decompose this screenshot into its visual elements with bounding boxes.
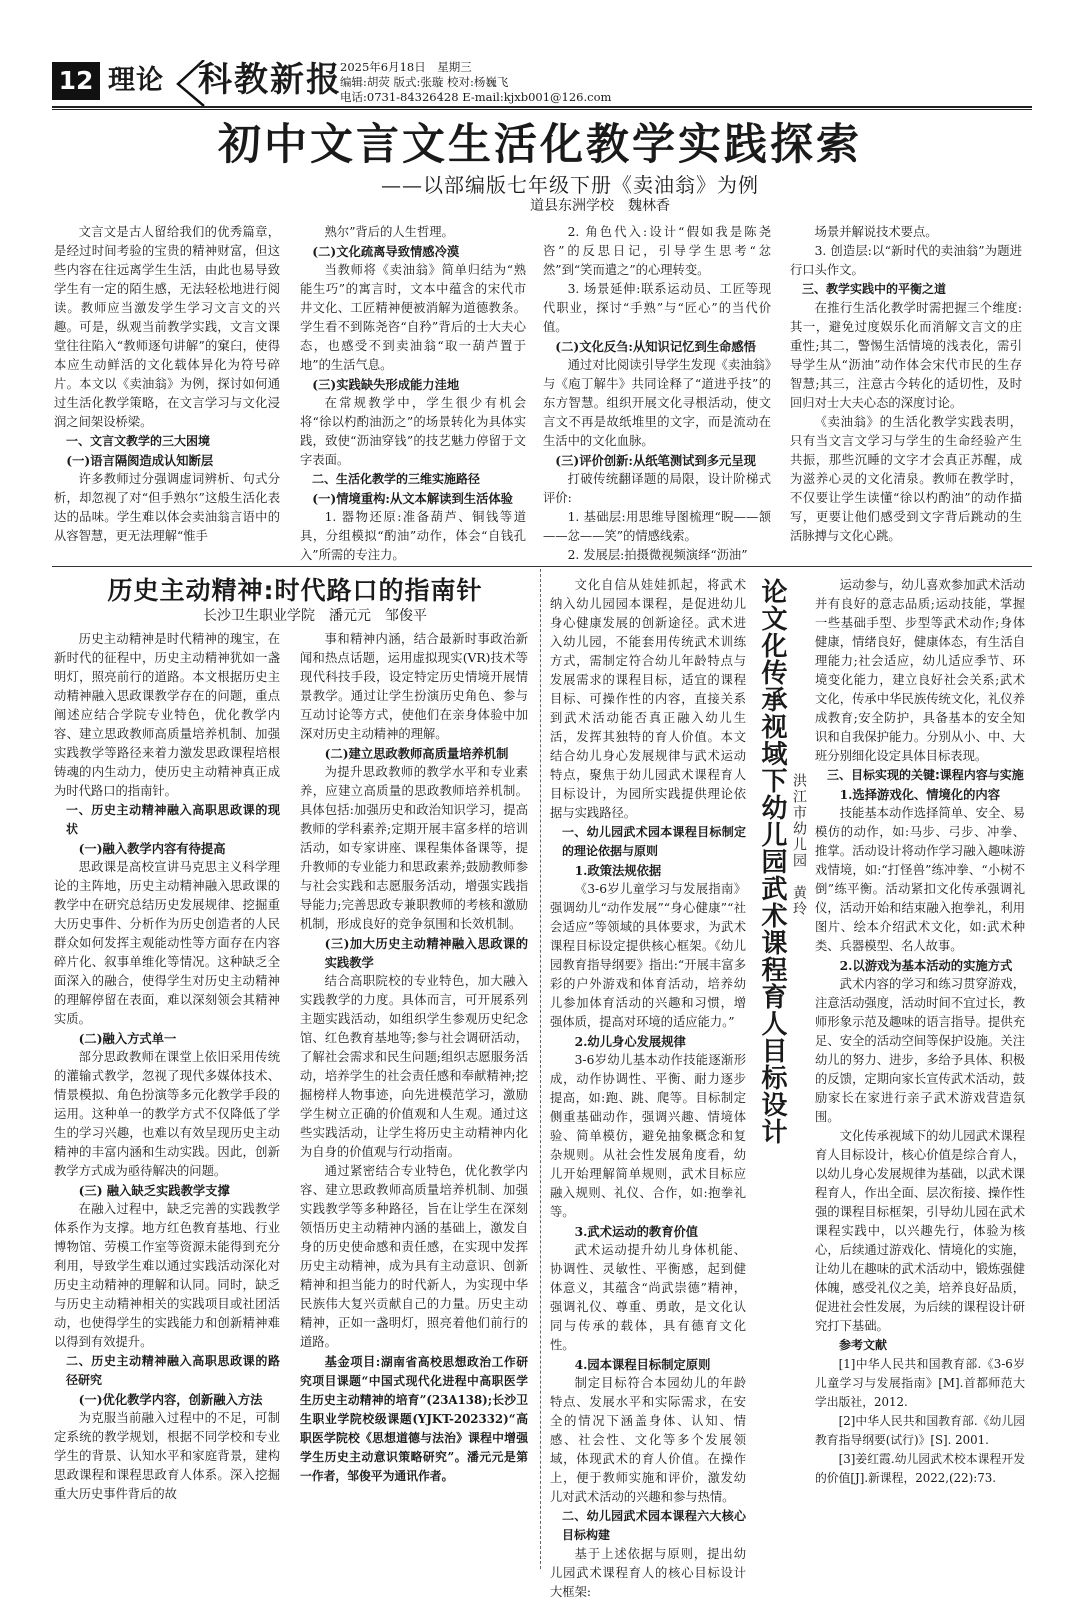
- paragraph: 打破传统翻译题的局限，设计阶梯式评价:: [543, 472, 771, 505]
- paragraph: 3-6岁幼儿基本动作技能逐渐形成，动作协调性、平衡、耐力逐步提高，如:跑、跳、爬等。目标制定侧重基础动作，强调兴趣、情境体验、简单模仿，避免抽象概念和复杂规则。从社会性发展角度看，幼儿开始理解简单规则，武术目标应融入规则、礼仪、合作，如:抱拳礼等。: [550, 1053, 746, 1219]
- paragraph: 当教师将《卖油翁》简单归结为“熟能生巧”的寓言时，文本中蕴含的宋代市井文化、工匠精神便被消解为道德教条。学生看不到陈尧咨“自矜”背后的士大夫心态，也感受不到卖油翁“取一葫芦置于地”的生活气息。: [300, 263, 526, 372]
- paragraph: 在融入过程中，缺乏完善的实践教学体系作为支撑。地方红色教育基地、行业博物馆、劳模工作室等资源未能得到充分利用，导致学生难以通过实践活动深化对历史主动精神的理解和认同。同时，缺乏与历史主动精神相关的实践项目或社团活动，也使得学生的实践能力和创新精神难以得到有效提升。: [54, 1202, 280, 1349]
- subheading: 4.园本课程目标制定原则: [574, 1357, 711, 1372]
- paragraph: 2. 角色代入:设计“假如我是陈尧咨”的反思日记，引导学生思考“忿然”到“笑而遣之”的心理转变。: [543, 225, 771, 277]
- subheading: (二)文化疏离导致情感冷漠: [312, 244, 460, 259]
- paragraph: 场景并解说技术要点。: [814, 225, 938, 239]
- paragraph: 文化传承视域下的幼儿园武术课程育人目标设计，核心价值是综合育人，以幼儿身心发展规律为基础，以武术课程育人，作出全面、层次衔接、操作性强的课程目标框架，引导幼儿园在武术课程实践中，以兴趣先行，体验为核心，后续通过游戏化、情境化的实施，让幼儿在趣味的武术活动中，锻炼强健体魄，感受礼仪之美，培养良好品质，促进社会性发展，为后续的课程设计研究打下基础。: [815, 1129, 1025, 1333]
- paragraph: 文化自信从娃娃抓起，将武术纳入幼儿园园本课程，是促进幼儿身心健康发展的创新途径。武术进入幼儿园，不能套用传统武术训练方式，需制定符合幼儿年龄特点与发展需求的课程目标，适宜的课程目标、可操作性的内容，直接关系到武术活动能否真正融入幼儿生活，发挥其独特的育人价值。本文结合幼儿身心发展规律与武术运动特点，聚焦于幼儿园武术课程育人目标设计，为园所实践提供理论依据与实践路径。: [550, 578, 746, 820]
- subheading: 1.选择游戏化、情境化的内容: [839, 787, 1000, 802]
- paragraph: 运动参与，幼儿喜欢参加武术活动并有良好的意志品质;运动技能，掌握一些基础手型、步型等武术动作;身体健康，情绪良好，健康体态，有生活自理能力;社会适应，幼儿适应季节、环境变化能力，建立良好社会关系;武术文化，传承中华民族传统文化，礼仪养成教育;安全防护，具备基本的安全知识和自我保护能力。分别从小、中、大班分别细化设定具体目标表现。: [815, 578, 1025, 763]
- paragraph: 制定目标符合本园幼儿的年龄特点、发展水平和实际需求，在安全的情况下涵盖身体、认知、情感、社会性、文化等多个发展领域，体现武术的育人价值。在操作上，便于教师实施和评价，激发幼儿对武术活动的兴趣和参与热情。: [550, 1376, 746, 1504]
- paragraph: 通过紧密结合专业特色，优化教学内容、建立思政教师高质量培养机制、加强实践教学等多种路径，旨在让学生在深刻领悟历史主动精神内涵的基础上，激发自身的历史使命感和责任感，在实现中发挥历史主动精神，成为具有主动意识、创新精神和担当能力的时代新人，为实现中华民族伟大复兴贡献自己的力量。历史主动精神，正如一盏明灯，照亮着他们前行的道路。: [300, 1164, 528, 1349]
- subheading: 1.政策法规依据: [574, 863, 662, 878]
- paragraph: 《3-6岁儿童学习与发展指南》强调幼儿“动作发展”“身心健康”“社会适应”等领域的具体要求，为武术课程目标设定提供核心框架。《幼儿园教育指导纲要》指出:“开展丰富多彩的户外游戏和体育活动，培养幼儿参加体育活动的兴趣和习惯，增强体质，提高对环境的适应能力。”: [550, 882, 746, 1029]
- article2-title: 历史主动精神:时代路口的指南针: [107, 576, 483, 605]
- article1-title: 初中文言文生活化教学实践探索: [218, 120, 862, 170]
- section-heading: 一、幼儿园武术园本课程目标制定的理论依据与原则: [562, 825, 746, 858]
- section-heading: 三、教学实践中的平衡之道: [802, 282, 947, 296]
- article3-title: 论文化传承视域下幼儿园武术课程育人目标设计: [757, 578, 787, 1145]
- fund-text: 湖南省高校思想政治工作研究项目课题“中国式现代化进程中高职医学生历史主动精神的培育”(23A138);长沙卫生职业学院校级课题(YJKT-202332)“高职医学院校《思想道德与法治》课程中增强学生历史主动意识策略研究”。潘元元是第一作者，邹俊平为通讯作者。: [300, 1355, 528, 1483]
- column-divider: [540, 569, 541, 1569]
- paragraph: 2. 发展层:拍摄微视频演绎“沥油”: [567, 548, 748, 562]
- subheading: (一)优化教学内容，创新融入方法: [78, 1392, 263, 1407]
- article3-column-2: [815, 576, 1025, 1488]
- page-number: 12: [52, 62, 100, 100]
- paragraph: 事和精神内涵，结合最新时事政治新闻和热点话题，运用虚拟现实(VR)技术等现代科技手段，设定特定历史情境开展情景教学。通过让学生扮演历史角色、参与互动讨论等方式，使他们在亲身体验中加深对历史主动精神的理解。: [300, 632, 528, 741]
- section-heading: 一、文言文教学的三大困境: [66, 434, 211, 448]
- article1-subtitle: ——以部编版七年级下册《卖油翁》为例: [381, 173, 759, 197]
- section-name: 理论: [108, 65, 164, 96]
- issue-date: 2025年6月18日 星期三: [340, 60, 472, 74]
- article2-column-2: [300, 630, 528, 1486]
- paragraph: 许多教师过分强调虚词辨析、句式分析，却忽视了对“但手熟尔”这般生活化表达的品味。学生难以体会卖油翁言语中的从容智慧，更无法理解“惟手: [54, 472, 280, 543]
- section-heading: 二、幼儿园武术园本课程六大核心目标构建: [562, 1509, 746, 1542]
- paragraph: 通过对比阅读引导学生发现《卖油翁》与《庖丁解牛》共同诠释了“道进乎技”的东方智慧。组织开展文化寻根活动，使文言文不再是故纸堆里的文字，而是流动在生活中的文化血脉。: [543, 358, 771, 448]
- subheading: (二)文化反刍:从知识记忆到生命感悟: [555, 339, 756, 354]
- section-heading: 三、目标实现的关键:课程内容与实施: [827, 768, 1024, 782]
- masthead-rule: [52, 106, 1032, 108]
- paragraph: 文言文是古人留给我们的优秀篇章，是经过时间考验的宝贵的精神财富，但这些内容在往远离学生生活，由此也易导致学生有一定的陌生感，无法轻松地进行阅读。教师应当激发学生学习文言文的兴趣。可是，纵观当前教学实践，文言文课堂往往陷入“教师逐句讲解”的窠臼，使得本应生动鲜活的文化载体异化为符号碎片。本文以《卖油翁》为例，探讨如何通过生活化教学策略，在文言学习与文化浸润之间架设桥梁。: [54, 225, 280, 429]
- article1-author: 道县东洲学校 魏林香: [530, 198, 670, 214]
- reference-item: [2]中华人民共和国教育部.《幼儿园教育指导纲要(试行)》[S]. 2001.: [815, 1414, 1025, 1447]
- subheading: (三)评价创新:从纸笔测试到多元呈现: [555, 453, 756, 468]
- paragraph: 部分思政教师在课堂上依旧采用传统的灌输式教学，忽视了现代多媒体技术、情景模拟、角色扮演等多元化教学手段的运用。这种单一的教学方式不仅降低了学生的学习兴趣，也难以有效呈现历史主动精神的丰富内涵和生动实践。因此，创新教学方式成为亟待解决的问题。: [54, 1050, 280, 1178]
- paragraph: 3. 场景延伸:联系运动员、工匠等现代职业，探讨“手熟”与“匠心”的当代价值。: [543, 282, 771, 334]
- paragraph: 武术内容的学习和练习贯穿游戏，注意活动强度，活动时间不宜过长，教师形象示范及趣味的语言指导。提供充足、安全的活动空间等保护设施。关注幼儿的努力、进步，多给予具体、积极的反馈，定期向家长宣传武术活动，鼓励家长在家进行亲子武术游戏营造氛围。: [815, 977, 1025, 1124]
- subheading: 2.以游戏为基本活动的实施方式: [839, 958, 1013, 973]
- paragraph: 基于上述依据与原则，提出幼儿园武术课程育人的核心目标设计大框架:: [550, 1547, 746, 1599]
- paragraph: 在推行生活化教学时需把握三个维度:其一，避免过度娱乐化而消解文言文的庄重性;其二，警惕生活情境的浅表化，需引导学生从“沥油”动作体会宋代市民的生存智慧;其三，注意古今转化的适切性，及时回归对士大夫心态的深度讨论。: [790, 301, 1022, 410]
- paragraph: 为提升思政教师的教学水平和专业素养，应建立高质量的思政教师培养机制。具体包括:加强历史和政治知识学习，提高教师的学科素养;定期开展丰富多样的培训活动，如专家讲座、课程集体备课等，提升教师的专业能力和思政素养;鼓励教师参与社会实践和志愿服务活动，增强实践指导能力;完善思政专兼职教师的考核和激励机制，形成良好的竞争氛围和长效机制。: [300, 765, 528, 931]
- reference-item: [1]中华人民共和国教育部.《3-6岁儿童学习与发展指南》[M].首都师范大学出版社，2012.: [815, 1357, 1025, 1409]
- paper-name: 科教新报: [198, 60, 342, 100]
- paragraph: 在常规教学中，学生很少有机会将“徐以杓酌油沥之”的场景转化为具体实践，致使“沥油穿钱”的技艺魅力停留于文字表面。: [300, 396, 526, 467]
- paragraph: 熟尔”背后的人生哲理。: [324, 225, 454, 239]
- paragraph: 3. 创造层:以“新时代的卖油翁”为题进行口头作文。: [790, 244, 1022, 277]
- subheading: (三)加大历史主动精神融入思政课的实践教学: [324, 936, 528, 970]
- editors-line: 编辑:胡荧 版式:张璇 校对:杨巍飞: [340, 75, 509, 89]
- reference-item: [3]姜红霞.幼儿园武术校本课程开发的价值[J].新课程，2022,(22):73.: [815, 1452, 1025, 1485]
- article2-author: 长沙卫生职业学院 潘元元 邹俊平: [203, 608, 427, 624]
- contact-line: 电话:0731-84326428 E-mail:kjxb001@126.com: [340, 90, 612, 104]
- paragraph: 武术运动提升幼儿身体机能、协调性、灵敏性、平衡感，起到健体意义，其蕴含“尚武崇德”精神，强调礼仪、尊重、勇敢，是文化认同与传承的载体，具有德育文化性。: [550, 1243, 746, 1352]
- paragraph: 1. 基础层:用思维导图梳理“睨——颔——忿——笑”的情感线索。: [543, 510, 771, 543]
- section-heading: 二、历史主动精神融入高职思政课的路径研究: [66, 1354, 280, 1387]
- article1-column-4: [790, 223, 1022, 546]
- article2-column-1: [54, 630, 280, 1504]
- section-divider: [52, 566, 1032, 567]
- subheading: (二)融入方式单一: [78, 1031, 177, 1046]
- article1-column-1: [54, 223, 280, 546]
- subheading: (三)实践缺失形成能力洼地: [312, 377, 460, 392]
- subheading: (一)语言隔阂造成认知断层: [66, 453, 214, 468]
- subheading: (一)情境重构:从文本解读到生活体验: [312, 491, 513, 506]
- masthead-rule-thin: [52, 109, 1032, 110]
- subheading: (一)融入教学内容有待提高: [78, 841, 226, 856]
- paragraph: 技能基本动作选择简单、安全、易模仿的动作，如:马步、弓步、冲拳、推掌。活动设计将动作学习融入趣味游戏情境，如:“打怪兽”练冲拳、“小树不倒”练平衡。活动紧扣文化传承强调礼仪，活动开始和结束融入抱拳礼，利用图片、绘本介绍武术文化，如:武术种类、兵器模型、名人故事。: [815, 806, 1025, 953]
- article1-column-3: [543, 223, 771, 565]
- subheading: 2.幼儿身心发展规律: [574, 1034, 686, 1049]
- subheading: 3.武术运动的教育价值: [574, 1224, 699, 1239]
- masthead: [52, 60, 1032, 108]
- subheading: (二)建立思政教师高质量培养机制: [324, 746, 509, 761]
- paragraph: 《卖油翁》的生活化教学实践表明，只有当文言文学习与学生的生命经验产生共振，那些沉睡的文字才会真正苏醒，成为滋养心灵的文化清泉。教师在教学时，不仅要让学生读懂“徐以杓酌油”的动作描写，更要让他们感受到文字背后跳动的生活脉搏与文化心跳。: [790, 415, 1022, 543]
- article3-author-org: 洪江市幼儿园: [791, 773, 807, 869]
- subheading: (三) 融入缺乏实践教学支撑: [78, 1183, 230, 1198]
- paragraph: 结合高职院校的专业特色，加大融入实践教学的力度。具体而言，可开展系列主题实践活动，如组织学生参观历史纪念馆、红色教育基地等;参与社会调研活动，了解社会需求和民生问题;组织志愿服务活动，培养学生的社会责任感和奉献精神;挖掘榜样人物事迹，向先进模范学习，激励学生树立正确的价值观和人生观。通过这些实践活动，让学生将历史主动精神内化为自身的价值观与行动指南。: [300, 974, 528, 1159]
- paragraph: 为克服当前融入过程中的不足，可制定系统的教学规划，根据不同学校和专业学生的背景、认知水平和家庭背景，建构思政课程和课程思政育人体系。深入挖掘重大历史事件背后的故: [54, 1411, 280, 1501]
- section-heading: 一、历史主动精神融入高职思政课的现状: [66, 803, 280, 836]
- paragraph: 历史主动精神是时代精神的瑰宝，在新时代的征程中，历史主动精神犹如一盏明灯，照亮前行的道路。本文根据历史主动精神融入思政课教学存在的问题，重点阐述应结合学院专业特色，优化教学内容、建立思政教师高质量培养机制、加强实践教学等路径来着力激发思政课程培根铸魂的内生动力，使历史主动精神真正成为时代路口的指南针。: [54, 632, 280, 798]
- article3-author-name: 黄玲: [791, 885, 807, 917]
- section-heading: 二、生活化教学的三维实施路径: [312, 472, 481, 486]
- paragraph: 1. 器物还原:准备葫芦、铜钱等道具，分组模拟“酌油”动作，体会“自钱孔入”所需的专注力。: [300, 510, 526, 562]
- fund-label: 基金项目:: [324, 1354, 381, 1369]
- article1-column-2: [300, 223, 526, 565]
- article3-author: [787, 773, 809, 917]
- fund-note: [300, 1352, 528, 1486]
- article3-column-1: [550, 576, 746, 1602]
- masthead-info: [340, 60, 611, 105]
- paragraph: 思政课是高校宣讲马克思主义科学理论的主阵地，历史主动精神融入思政课的教学中在研究总结历史发展规律、挖掘重大历史事件、分析作为历史创造者的人民群众如何发挥主观能动性等方面存在内容碎片化、叙事单维化等情况。这种缺乏全面深入的融合，使得学生对历史主动精神的理解停留在表面，难以深刻领会其精神实质。: [54, 860, 280, 1026]
- references-heading: 参考文献: [839, 1338, 888, 1352]
